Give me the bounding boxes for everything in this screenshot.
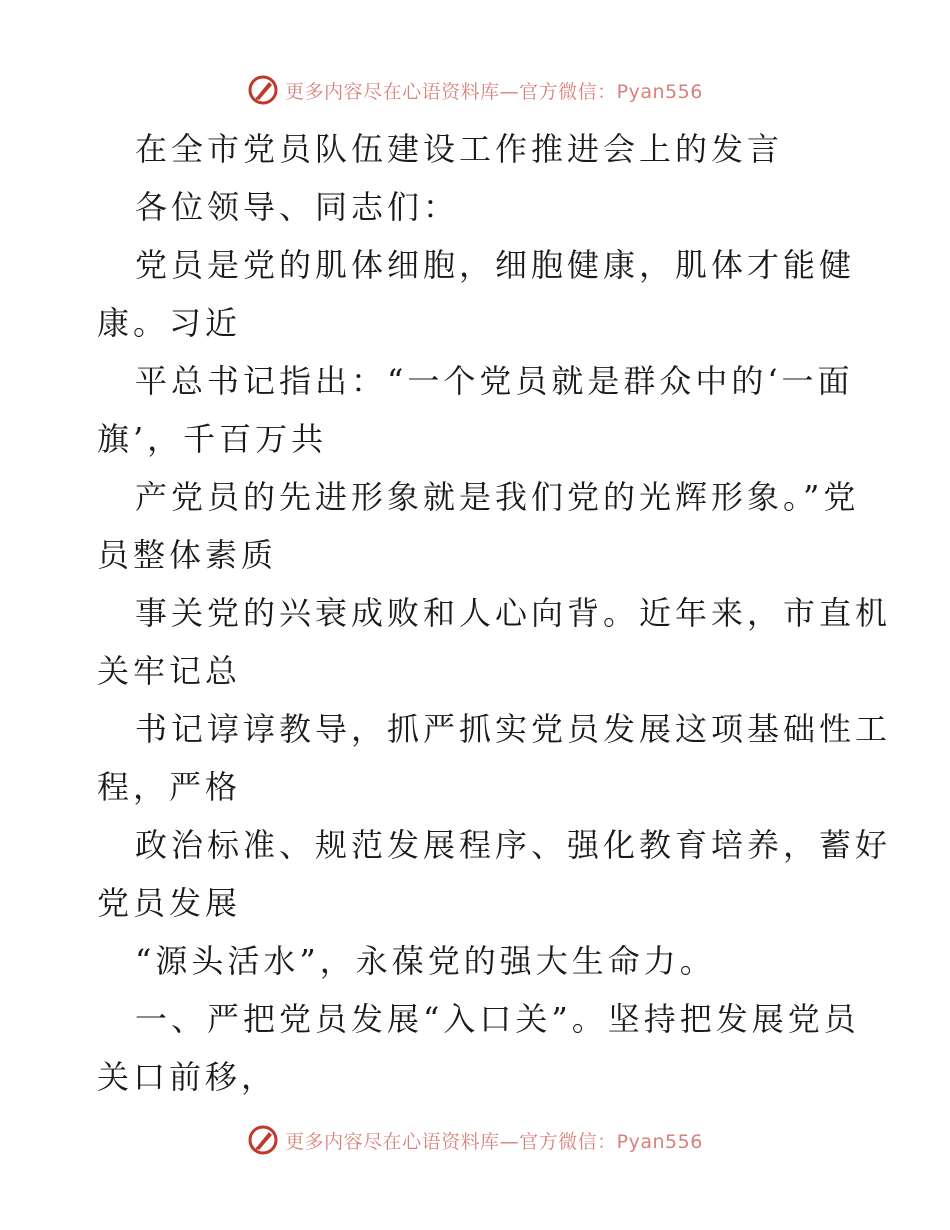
quill-pen-icon — [247, 74, 279, 106]
text-line: 事关党的兴衰成败和人心向背。近年来，市直机 — [135, 594, 892, 632]
text-line: 关牢记总 — [97, 652, 242, 690]
document-body — [97, 120, 892, 1106]
text-line: 政治标准、规范发展程序、强化教育培养，蓄好 — [135, 826, 892, 864]
text-line: 平总书记指出：“一个党员就是群众中的‘一面 — [135, 362, 854, 400]
document-title: 在全市党员队伍建设工作推进会上的发言 — [135, 130, 784, 168]
text-line: 康。习近 — [97, 304, 242, 342]
watermark-text: 更多内容尽在心语资料库—官方微信：Pyan556 — [285, 80, 703, 103]
watermark-banner-top — [0, 70, 950, 110]
text-line: 员整体素质 — [97, 536, 278, 574]
text-line: 党员是党的肌体细胞，细胞健康，肌体才能健 — [135, 246, 856, 284]
watermark-banner-bottom — [0, 1120, 950, 1160]
text-line: 书记谆谆教导，抓严抓实党员发展这项基础性工 — [135, 710, 892, 748]
quill-pen-icon — [247, 1124, 279, 1156]
text-line: 一、严把党员发展“入口关”。坚持把发展党员 — [135, 1000, 860, 1038]
text-line: 党员发展 — [97, 884, 242, 922]
watermark-text: 更多内容尽在心语资料库—官方微信：Pyan556 — [285, 1130, 703, 1153]
text-line: “源头活水”，永葆党的强大生命力。 — [135, 942, 716, 980]
text-line: 旗’，千百万共 — [97, 420, 328, 458]
text-line: 关口前移， — [97, 1058, 278, 1096]
text-line: 程，严格 — [97, 768, 242, 806]
text-line: 产党员的先进形象就是我们党的光辉形象。”党 — [135, 478, 860, 516]
document-greeting: 各位领导、同志们： — [135, 188, 460, 226]
paragraph-lines — [97, 236, 892, 1106]
